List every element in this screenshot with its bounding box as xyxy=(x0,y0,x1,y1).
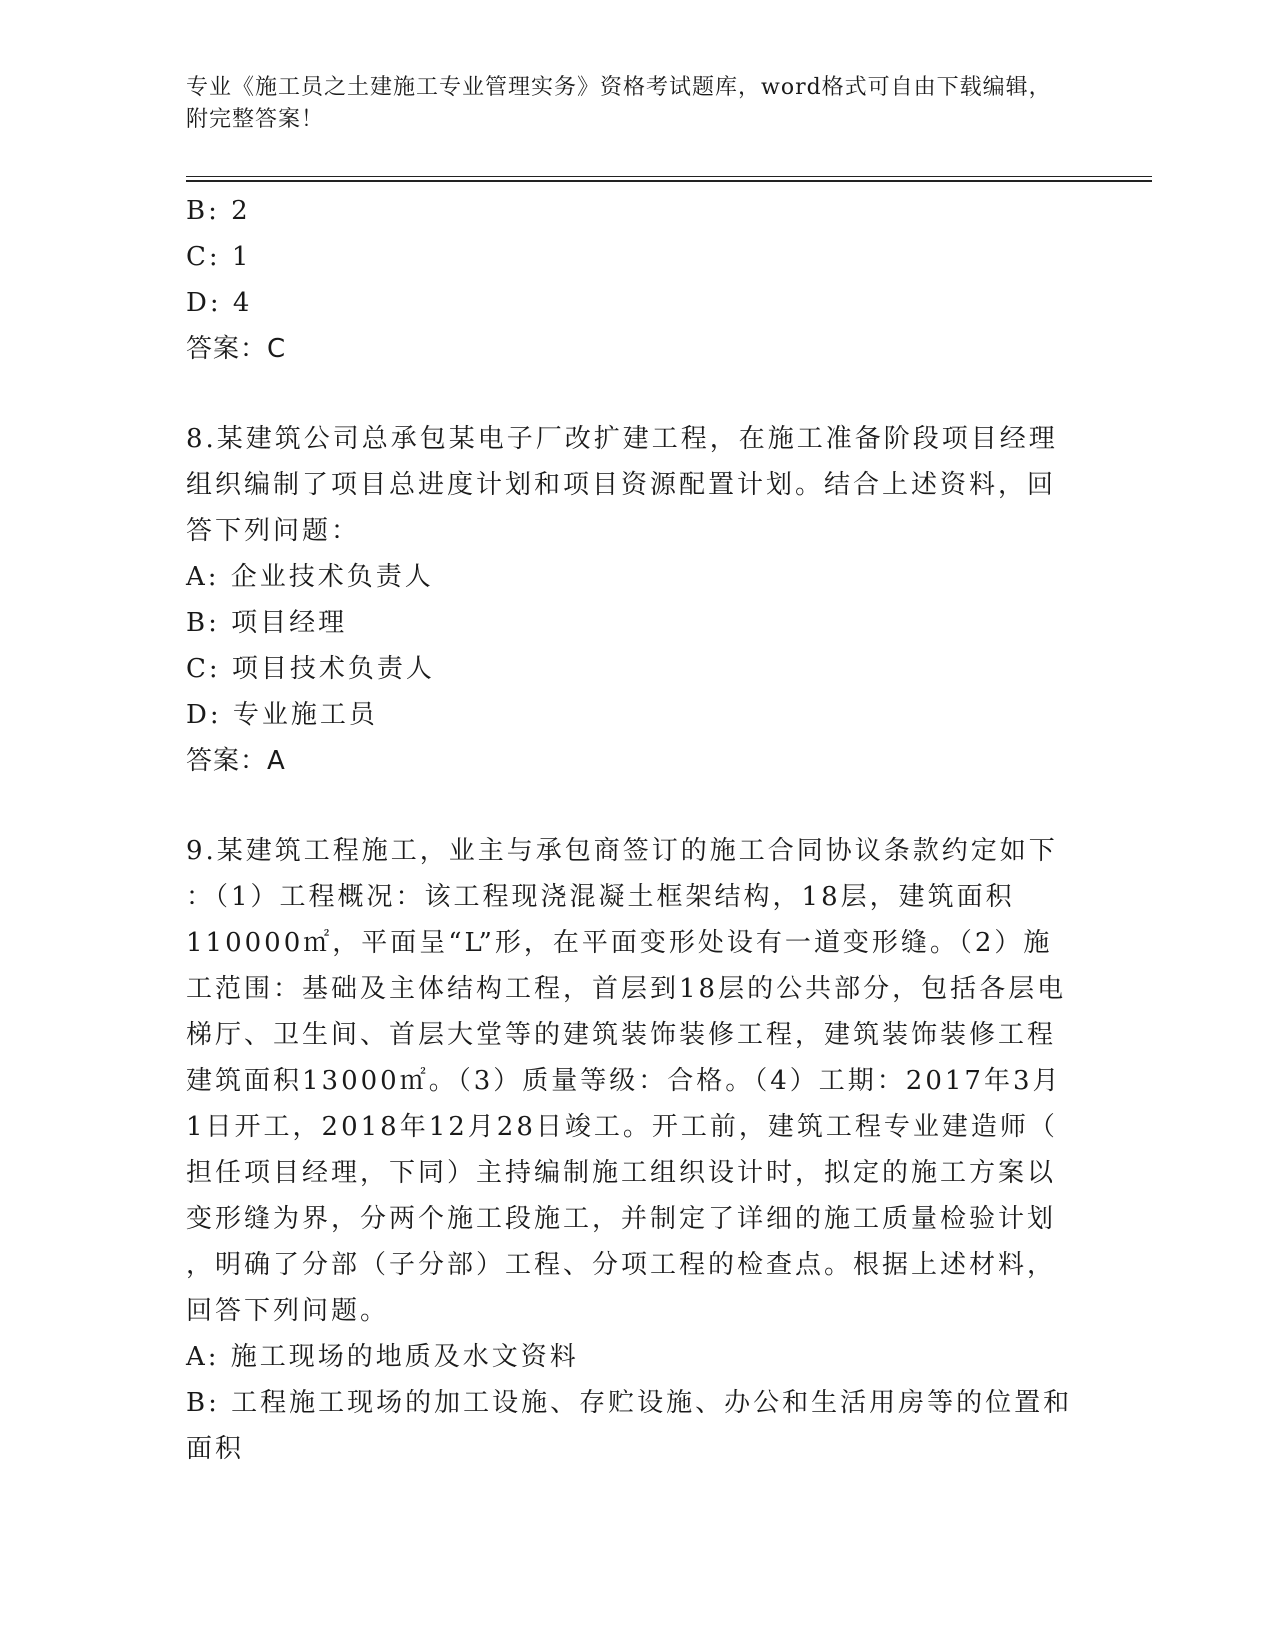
option-d: D: 4 xyxy=(186,288,253,318)
question-text-line: 110000㎡，平面呈“L”形，在平面变形处设有一道变形缝。（2）施 xyxy=(186,928,1053,958)
question-7-remainder xyxy=(186,188,1066,372)
option-b-continued: 面积 xyxy=(186,1434,245,1464)
spacer xyxy=(186,784,1066,828)
option-b: B: 2 xyxy=(186,196,251,226)
question-text-line: 1日开工，2018年12月28日竣工。开工前，建筑工程专业建造师（ xyxy=(186,1112,1058,1142)
option-c: C: 项目技术负责人 xyxy=(186,654,435,684)
question-text-line: 回答下列问题。 xyxy=(186,1296,390,1326)
answer-line: 答案：A xyxy=(186,746,286,776)
question-text-line: 答下列问题： xyxy=(186,516,361,546)
question-text-line: ，明确了分部（子分部）工程、分项工程的检查点。根据上述材料， xyxy=(186,1250,1057,1280)
question-8 xyxy=(186,416,1066,784)
option-b: B: 工程施工现场的加工设施、存贮设施、办公和生活用房等的位置和 xyxy=(186,1388,1073,1418)
answer-line: 答案：C xyxy=(186,334,287,364)
question-text-line: 组织编制了项目总进度计划和项目资源配置计划。结合上述资料，回 xyxy=(186,470,1057,500)
header-divider-thin xyxy=(186,176,1152,177)
option-b: B: 项目经理 xyxy=(186,608,348,638)
option-c: C: 1 xyxy=(186,242,252,272)
document-header xyxy=(186,72,1066,136)
question-text-line: 建筑面积13000㎡。（3）质量等级：合格。（4）工期：2017年3月 xyxy=(186,1066,1062,1096)
question-text-line: 梯厅、卫生间、首层大堂等的建筑装饰装修工程，建筑装饰装修工程 xyxy=(186,1020,1057,1050)
question-text-line: 变形缝为界，分两个施工段施工，并制定了详细的施工质量检验计划 xyxy=(186,1204,1057,1234)
spacer xyxy=(186,372,1066,416)
header-text: 专业《施工员之土建施工专业管理实务》资格考试题库，word格式可自由下载编辑，附完整答案！ xyxy=(186,75,1052,132)
question-text-line: ：（1）工程概况：该工程现浇混凝土框架结构，18层，建筑面积 xyxy=(186,882,1015,912)
option-d: D: 专业施工员 xyxy=(186,700,378,730)
option-a: A: 施工现场的地质及水文资料 xyxy=(186,1342,579,1372)
question-text-line: 8.某建筑公司总承包某电子厂改扩建工程，在施工准备阶段项目经理 xyxy=(186,424,1058,454)
header-divider-thick xyxy=(186,180,1152,182)
question-text-line: 工范围：基础及主体结构工程，首层到18层的公共部分，包括各层电 xyxy=(186,974,1067,1004)
question-9 xyxy=(186,828,1073,1472)
document-body xyxy=(186,188,1073,1472)
option-a: A: 企业技术负责人 xyxy=(186,562,434,592)
question-text-line: 担任项目经理，下同）主持编制施工组织设计时，拟定的施工方案以 xyxy=(186,1158,1057,1188)
question-text-line: 9.某建筑工程施工，业主与承包商签订的施工合同协议条款约定如下 xyxy=(186,836,1058,866)
